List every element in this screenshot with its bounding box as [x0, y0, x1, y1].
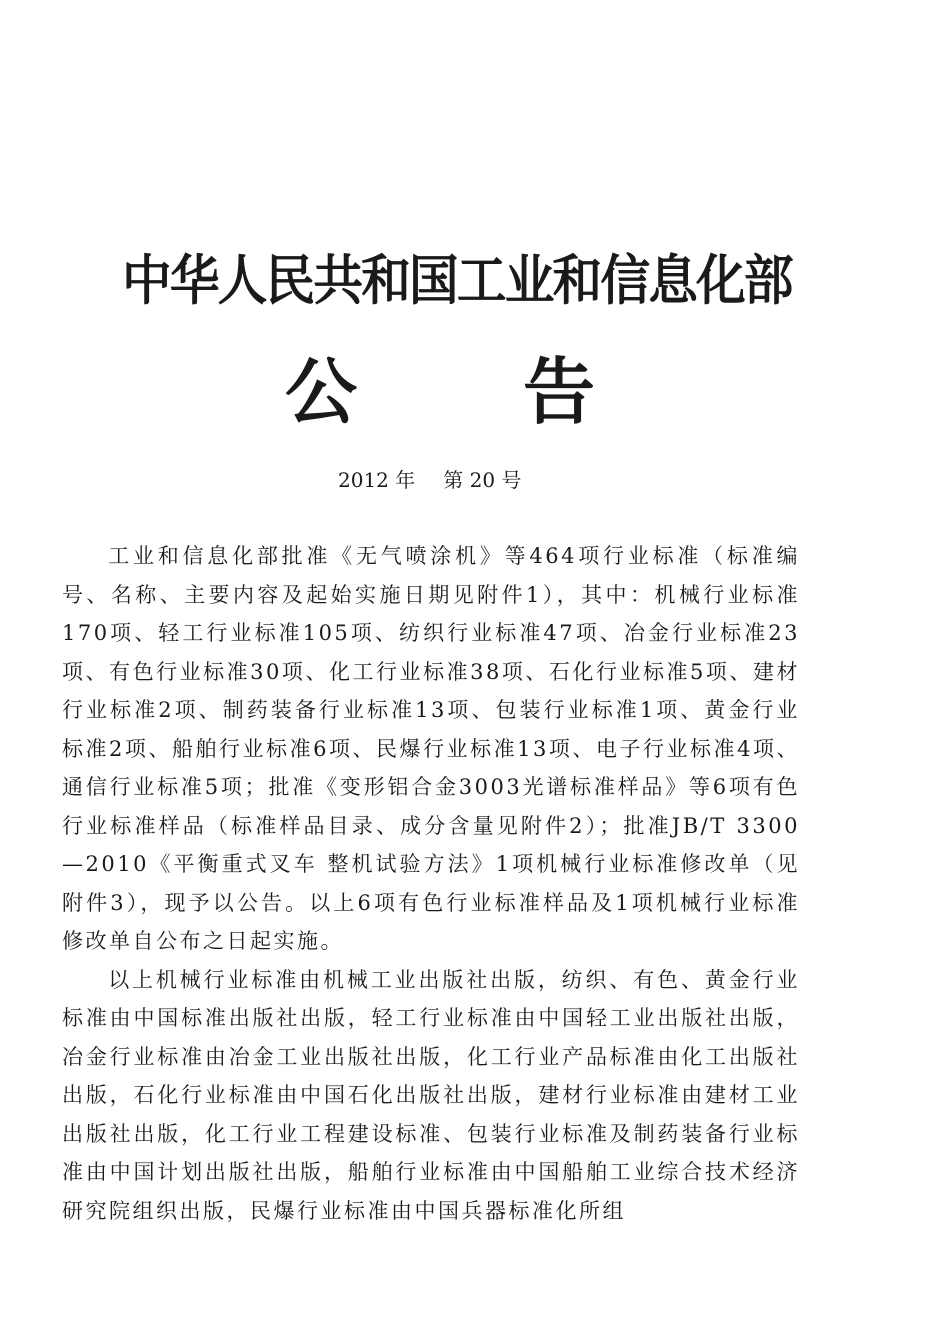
issue-number	[338, 466, 521, 494]
announcement-body	[62, 537, 800, 1230]
notice-title-char-1: 公	[285, 350, 358, 434]
notice-title	[285, 352, 595, 432]
paragraph-1: 工业和信息化部批准《无气喷涂机》等464项行业标准（标准编号、名称、主要内容及起始实施日期见附件1），其中：机械行业标准170项、轻工行业标准105项、纺织行业标准47项、冶金行业标准23项、有色行业标准30项、化工行业标准38项、石化行业标准5项、建材行业标准2项、制药装备行业标准13项、包装行业标准1项、黄金行业标准2项、船舶行业标准6项、民爆行业标准13项、电子行业标准4项、通信行业标准5项；批准《变形铝合金3003光谱标准样品》等6项有色行业标准样品（标准样品目录、成分含量见附件2）；批准JB/T 3300—2010《平衡重式叉车 整机试验方法》1项机械行业标准修改单（见附件3），现予以公告。以上6项有色行业标准样品及1项机械行业标准修改单自公布之日起实施。	[62, 544, 800, 953]
paragraph-2: 以上机械行业标准由机械工业出版社出版，纺织、有色、黄金行业标准由中国标准出版社出版，轻工行业标准由中国轻工业出版社出版，冶金行业标准由冶金工业出版社出版，化工行业产品标准由化工出版社出版，石化行业标准由中国石化出版社出版，建材行业标准由建材工业出版社出版，化工行业工程建设标准、包装行业标准及制药装备行业标准由中国计划出版社出版，船舶行业标准由中国船舶工业综合技术经济研究院组织出版，民爆行业标准由中国兵器标准化所组	[62, 967, 800, 1223]
issue-no: 第 20 号	[443, 468, 522, 492]
issue-year: 2012 年	[338, 468, 416, 492]
ministry-title: 中华人民共和国工业和信息化部	[122, 249, 792, 312]
notice-title-char-2: 告	[522, 350, 595, 434]
